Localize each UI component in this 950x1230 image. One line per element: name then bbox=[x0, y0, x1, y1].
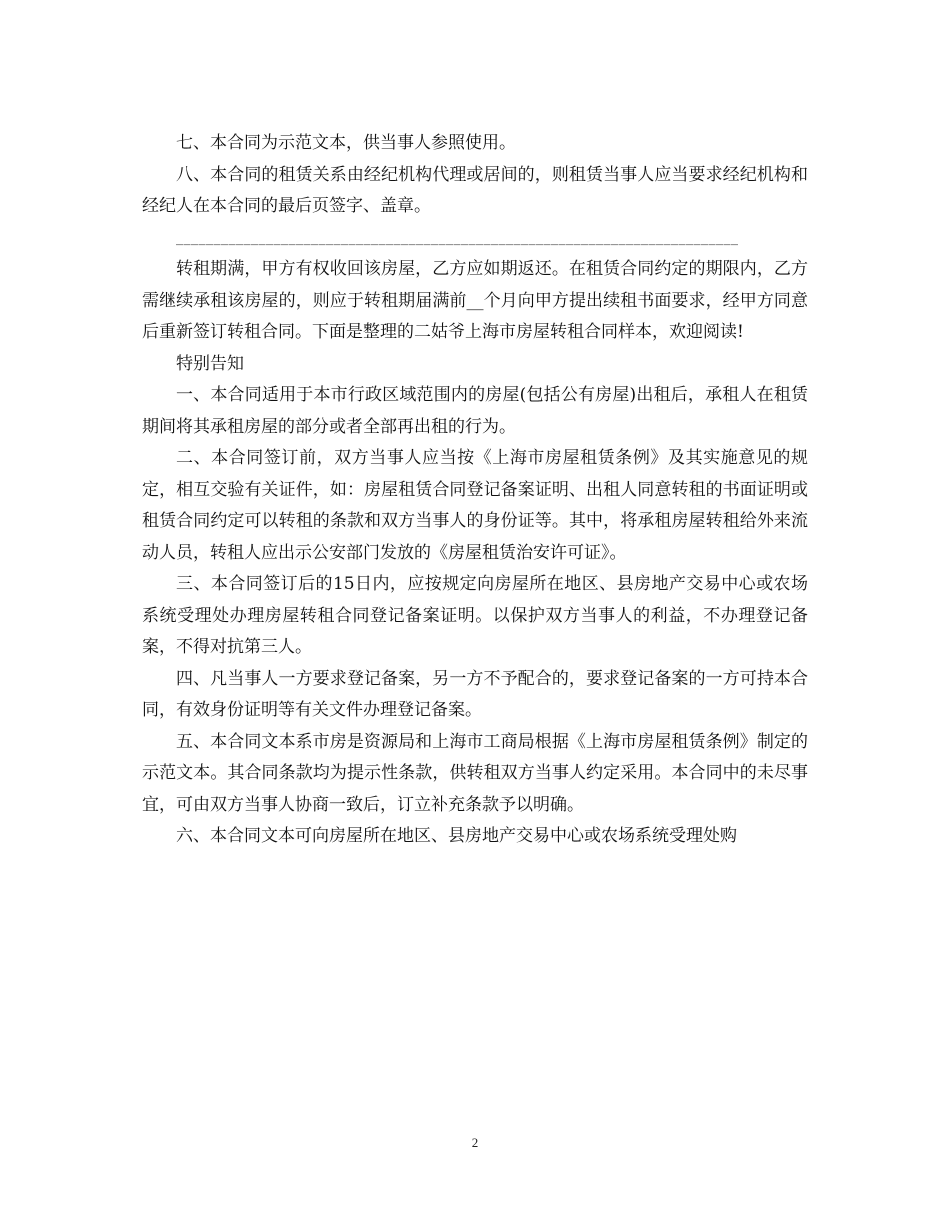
separator-line: ___________________________________________________________________________ bbox=[176, 229, 739, 246]
paragraph-notice-2: 二、本合同签订前，双方当事人应当按《上海市房屋租赁条例》及其实施意见的规定，相互交验有关证件，如：房屋租赁合同登记备案证明、出租人同意转租的书面证明或租赁合同约定可以转租的条款和双方当事人的身份证等。其中，将承租房屋转租给外来流动人员，转租人应出示公安部门发放的《房屋租赁治安许可证》。 bbox=[142, 448, 808, 563]
paragraph-notice-1: 一、本合同适用于本市行政区域范围内的房屋(包括公有房屋)出租后，承租人在租赁期间将其承租房屋的部分或者全部再出租的行为。 bbox=[142, 385, 808, 437]
paragraph-clause-7: 七、本合同为示范文本，供当事人参照使用。 bbox=[176, 133, 516, 153]
page-number: 2 bbox=[471, 1135, 479, 1150]
paragraph-intro: 转租期满，甲方有权收回该房屋，乙方应如期返还。在租赁合同约定的期限内，乙方需继续承租该房屋的，则应于转租期届满前__个月向甲方提出续租书面要求，经甲方同意后重新签订转租合同。下面是整理的二姑爷上海市房屋转租合同样本，欢迎阅读! bbox=[142, 259, 808, 342]
paragraph-clause-8: 八、本合同的租赁关系由经纪机构代理或居间的，则租赁当事人应当要求经纪机构和经纪人在本合同的最后页签字、盖章。 bbox=[142, 164, 808, 216]
document-body bbox=[142, 128, 808, 853]
paragraph-notice-5: 五、本合同文本系市房是资源局和上海市工商局根据《上海市房屋租赁条例》制定的示范文本。其合同条款均为提示性条款，供转租双方当事人约定采用。本合同中的未尽事宜，可由双方当事人协商一致后，订立补充条款予以明确。 bbox=[142, 731, 808, 815]
paragraph-notice-3: 三、本合同签订后的15日内，应按规定向房屋所在地区、县房地产交易中心或农场系统受理处办理房屋转租合同登记备案证明。以保护双方当事人的利益，不办理登记备案，不得对抗第三人。 bbox=[142, 574, 808, 657]
paragraph-notice-4: 四、凡当事人一方要求登记备案，另一方不予配合的，要求登记备案的一方可持本合同，有效身份证明等有关文件办理登记备案。 bbox=[142, 668, 808, 720]
paragraph-notice-6: 六、本合同文本可向房屋所在地区、县房地产交易中心或农场系统受理处购 bbox=[176, 826, 737, 846]
section-heading-special-notice: 特别告知 bbox=[176, 353, 244, 374]
